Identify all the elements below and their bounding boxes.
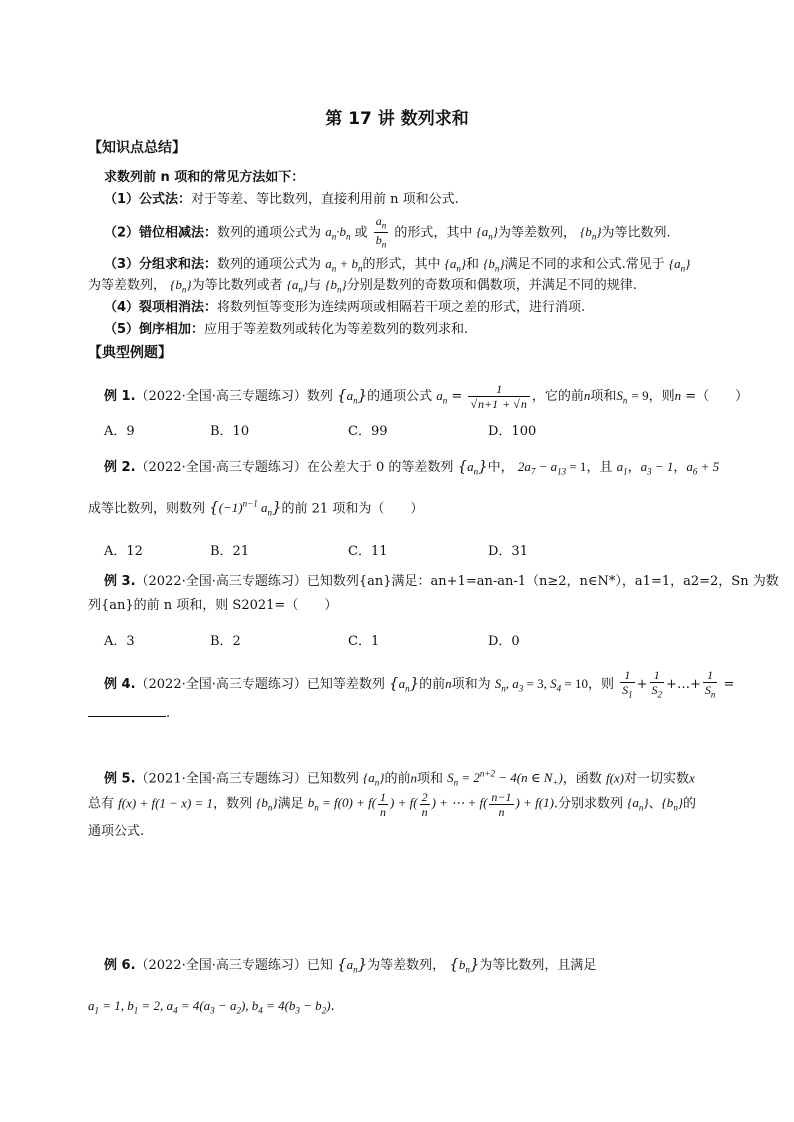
fraction-example-1: $\frac{1}{√n+1 + √n}$ — [468, 382, 529, 411]
method-2: （2）错位相减法：数列的通项公式为 $a_n\cdot b_n$ 或 $\frac{a_n}{b_n}$ 的形式，其中 $\{a_n\}$为等差数列， $\{b_n\}$为等比数列. — [104, 214, 671, 250]
option-d: D．100 — [488, 424, 537, 439]
example-6-continued: $a_1 = 1$, $b_1 = 2$, $a_4 = 4(a_3 - a_2)$, $b_4 = 4(b_3 - b_2)$. — [88, 998, 335, 1016]
option-d: D．0 — [488, 634, 520, 649]
option-a: A．9 — [104, 424, 135, 439]
option-b: B．10 — [210, 424, 250, 439]
example-6: 例 6.（2022·全国·高三专题练习）已知 $\{a_n\}$为等差数列， $\{b_n\}$为等比数列，且满足 — [104, 955, 597, 975]
method-3: （3）分组求和法：数列的通项公式为 $a_n + b_n$的形式，其中 $\{a_n\}$和 $\{b_n\}$满足不同的求和公式.常见于 $\{a_n\}$ — [104, 256, 691, 274]
option-a: A．3 — [104, 634, 135, 649]
example-3: 例 3.（2022·全国·高三专题练习）已知数列{an}满足：an+1=an-an-1（n≥2，n∈N*），a1=1，a2=2，Sn 为数 — [104, 574, 779, 589]
example-5-continued-2: 通项公式. — [88, 824, 145, 839]
method-3-continued: 为等差数列， $\{b_n\}$为等比数列或者 $\{a_n\}$与 $\{b_n\}$分别是数列的奇数项和偶数项，并满足不同的规律. — [88, 277, 637, 295]
example-5-continued: 总有 f(x) + f(1 − x) = 1，数列 $\{b_n\}$满足 $b_n = f(0) + f$( $\frac{1}{n}$ ) + f( $\frac{2}{n}$ ) + ⋯ + f( $\frac{n-1}{n}$ ) + f(1).分别求数列 $\{a_n\}$、$\{b_n\}$的 — [88, 790, 697, 819]
option-c: C．99 — [348, 424, 388, 439]
option-b: B．2 — [210, 634, 241, 649]
option-a: A．12 — [104, 544, 143, 559]
method-1: （1）公式法：对于等差、等比数列，直接利用前 n 项和公式. — [104, 192, 459, 207]
example-3-continued: 列{an}的前 n 项和，则 S2021=（ ） — [88, 598, 338, 613]
section-heading-summary: 【知识点总结】 — [88, 140, 186, 156]
option-d: D．31 — [488, 544, 528, 559]
example-1: 例 1.（2022·全国·高三专题练习）数列 $\{a_n\}$的通项公式 $a_n$ = $\frac{1}{√n+1 + √n}$ ，它的前n项和$S_n = 9$，则n =（ ） — [104, 382, 749, 411]
example-2: 例 2.（2022·全国·高三专题练习）在公差大于 0 的等差数列 $\{a_n\}$中， $2a_7 - a_{13} = 1$，且 $a_1$，$a_3 - 1$，$a_6 + 5$ — [104, 457, 720, 477]
option-b: B．21 — [210, 544, 250, 559]
example-2-continued: 成等比数列，则数列 {$(-1)^{n-1}$ $a_n$}的前 21 项和为（ ） — [88, 498, 424, 518]
fraction-an-over-bn: $\frac{a_n}{b_n}$ — [375, 214, 387, 250]
example-4-answer-blank: . — [88, 704, 728, 724]
answer-blank — [88, 704, 166, 717]
option-c: C．1 — [348, 634, 380, 649]
option-c: C．11 — [348, 544, 388, 559]
method-4: （4）裂项相消法：将数列恒等变形为连续两项或相隔若干项之差的形式，进行消项. — [104, 300, 586, 315]
section-heading-examples: 【典型例题】 — [88, 345, 172, 361]
page-title: 第 17 讲 数列求和 — [325, 109, 469, 129]
intro-line: 求数列前 n 项和的常见方法如下： — [104, 170, 305, 185]
example-4: 例 4.（2022·全国·高三专题练习）已知等差数列 $\{a_n\}$的前n项和为 $S_n$, $a_3 = 3$, $S_4 = 10$，则 $\frac{1}{S_1}$ + $\frac{1}{S_2}$ +…+ $\frac{1}{S_n}$ = — [104, 668, 735, 700]
example-5: 例 5.（2021·全国·高三专题练习）已知数列 $\{a_n\}$的前n项和 $S_n = 2^{n+2} - 4(n$ ∈ $N_+$)，函数 f(x)对一切实数x — [104, 769, 695, 788]
method-5: （5）倒序相加：应用于等差数列或转化为等差数列的数列求和. — [104, 322, 469, 337]
